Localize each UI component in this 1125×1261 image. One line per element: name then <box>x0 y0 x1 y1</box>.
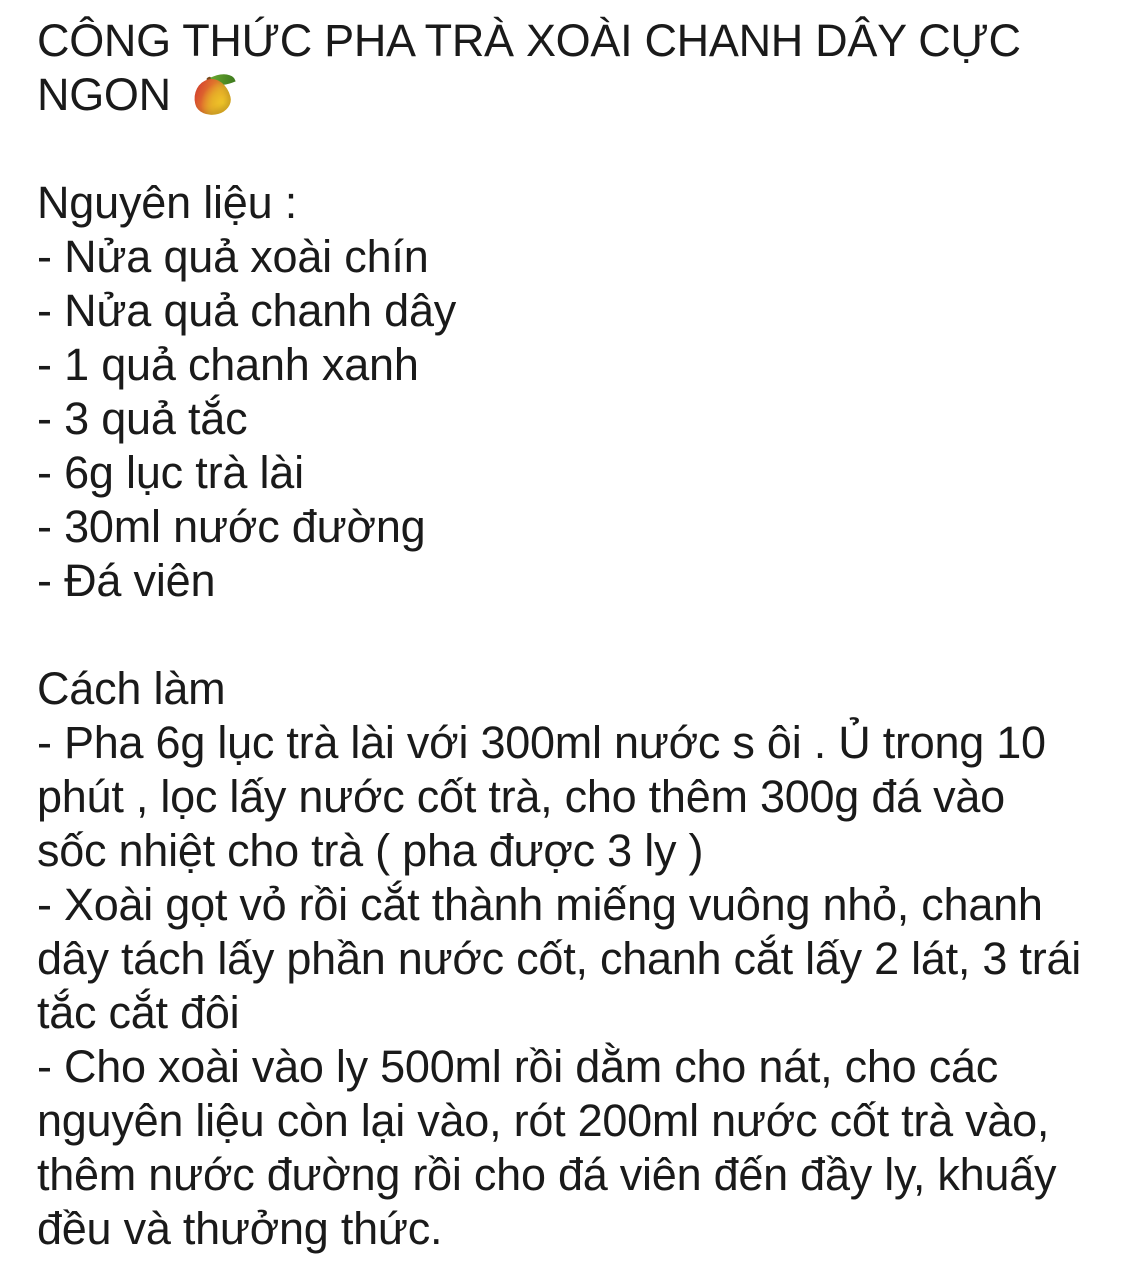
ingredient-item: - 30ml nước đường <box>37 501 426 552</box>
method-step: - Xoài gọt vỏ rồi cắt thành miếng vuông nhỏ, chanh dây tách lấy phần nước cốt, chanh cắt lấy 2 lát, 3 trái tắc cắt đôi <box>37 879 1094 1038</box>
ingredient-item: - 6g lục trà lài <box>37 447 304 498</box>
page-title <box>37 14 1081 122</box>
method-section <box>37 662 1094 1256</box>
method-step: - Pha 6g lục trà lài với 300ml nước s ôi . Ủ trong 10 phút , lọc lấy nước cốt trà, cho thêm 300g đá vào sốc nhiệt cho trà ( pha được 3 ly ) <box>37 717 1059 876</box>
method-heading: Cách làm <box>37 663 226 714</box>
spacer-after-title <box>37 122 1081 176</box>
title-line-2: NGON <box>37 69 184 120</box>
ingredient-item: - Nửa quả xoài chín <box>37 231 429 282</box>
mango-icon <box>190 71 236 117</box>
spacer-before-method <box>37 608 1081 662</box>
ingredient-item: - Đá viên <box>37 555 216 606</box>
ingredients-section <box>37 176 1081 608</box>
ingredients-heading: Nguyên liệu : <box>37 177 298 228</box>
title-line-1: CÔNG THỨC PHA TRÀ XOÀI CHANH DÂY CỰC <box>37 15 1021 66</box>
ingredient-item: - 1 quả chanh xanh <box>37 339 419 390</box>
ingredient-item: - Nửa quả chanh dây <box>37 285 457 336</box>
ingredient-item: - 3 quả tắc <box>37 393 248 444</box>
method-step: - Cho xoài vào ly 500ml rồi dằm cho nát, cho các nguyên liệu còn lại vào, rót 200ml nước cốt trà vào, thêm nước đường rồi cho đá viên đến đầy ly, khuấy đều và thưởng thức. <box>37 1041 1069 1254</box>
